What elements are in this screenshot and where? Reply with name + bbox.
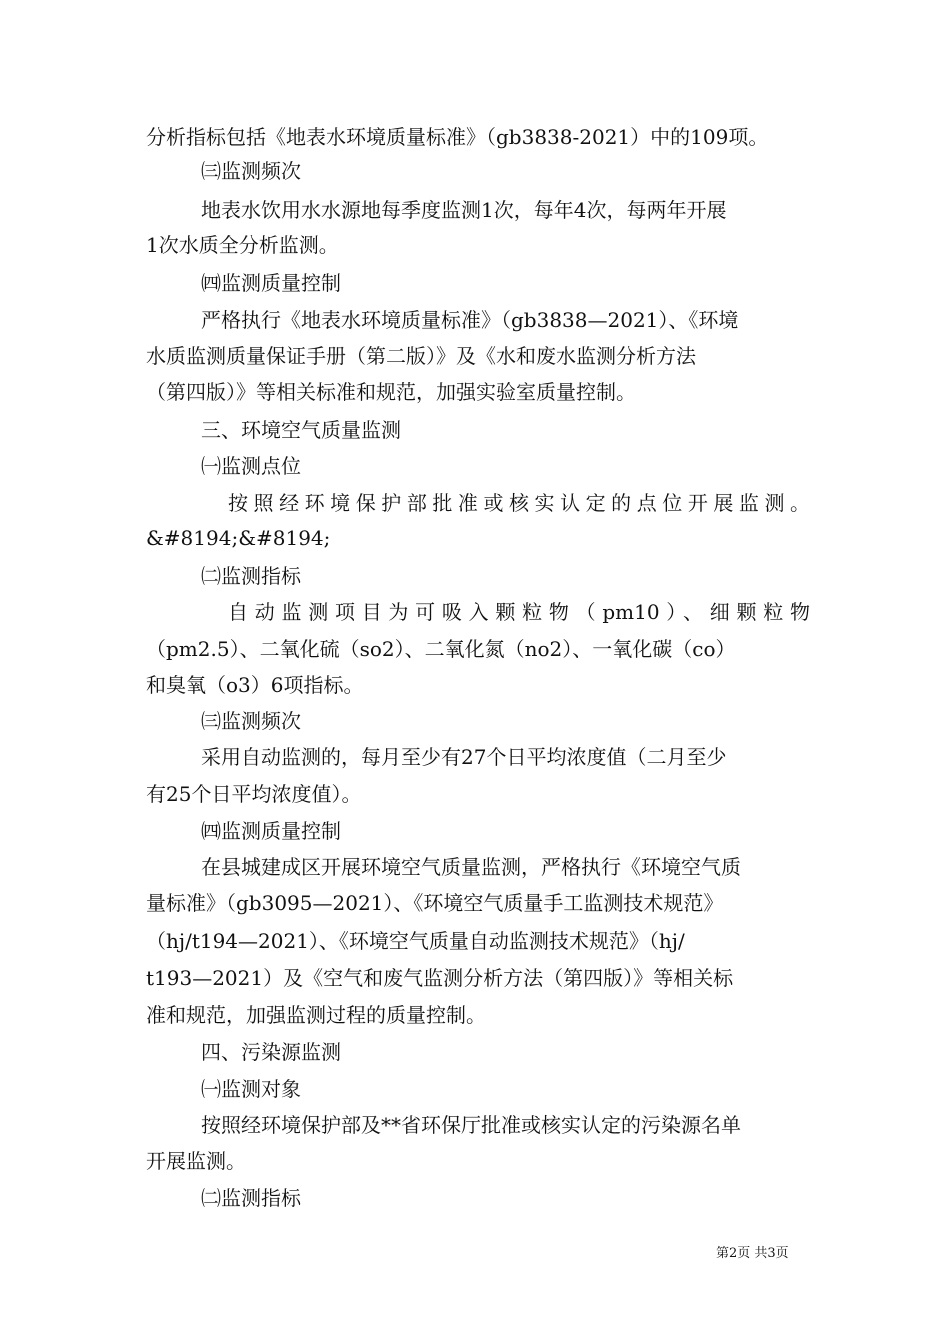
body-line: 分析指标包括《地表水环境质量标准》（gb3838-2021）中的109项。 xyxy=(146,125,769,149)
section-heading: 四、污染源监测 xyxy=(201,1040,341,1064)
body-line: 自动监测项目为可吸入颗粒物（pm10）、细颗粒物 xyxy=(228,600,810,624)
body-line: &#8194;&#8194; xyxy=(146,526,331,550)
body-line: 在县城建成区开展环境空气质量监测，严格执行《环境空气质 xyxy=(201,855,741,879)
body-line: 有25个日平均浓度值）。 xyxy=(146,782,362,806)
subsection-heading: ㈣监测质量控制 xyxy=(201,271,341,295)
body-line: （hj/t194—2021）、《环境空气质量自动监测技术规范》（hj/ xyxy=(146,929,685,953)
subsection-heading: ㈠监测对象 xyxy=(201,1077,301,1101)
body-line: 水质监测质量保证手册（第二版）》及《水和废水监测分析方法 xyxy=(146,344,696,368)
body-line: 1次水质全分析监测。 xyxy=(146,233,339,257)
body-line: （第四版）》等相关标准和规范，加强实验室质量控制。 xyxy=(146,380,636,404)
subsection-heading: ㈡监测指标 xyxy=(201,564,301,588)
section-heading: 三、环境空气质量监测 xyxy=(201,418,401,442)
body-line: 按照经环境保护部及**省环保厅批准或核实认定的污染源名单 xyxy=(201,1113,741,1137)
body-line: 准和规范，加强监测过程的质量控制。 xyxy=(146,1003,486,1027)
body-line: 和臭氧（o3）6项指标。 xyxy=(146,673,364,697)
body-line: 严格执行《地表水环境质量标准》（gb3838—2021）、《环境 xyxy=(201,308,739,332)
body-line: （pm2.5）、二氧化硫（so2）、二氧化氮（no2）、一氧化碳（co） xyxy=(146,637,736,661)
subsection-heading: ㈠监测点位 xyxy=(201,454,301,478)
subsection-heading: ㈢监测频次 xyxy=(201,709,301,733)
subsection-heading: ㈢监测频次 xyxy=(201,159,301,183)
body-line: 开展监测。 xyxy=(146,1149,246,1173)
subsection-heading: ㈣监测质量控制 xyxy=(201,819,341,843)
body-line: 量标准》（gb3095—2021）、《环境空气质量手工监测技术规范》 xyxy=(146,891,724,915)
subsection-heading: ㈡监测指标 xyxy=(201,1186,301,1210)
body-line: t193—2021）及《空气和废气监测分析方法（第四版）》等相关标 xyxy=(146,966,734,990)
body-line: 采用自动监测的，每月至少有27个日平均浓度值（二月至少 xyxy=(201,745,727,769)
page-number: 第2页 共3页 xyxy=(716,1246,789,1261)
body-line: 按照经环境保护部批准或核实认定的点位开展监测。 xyxy=(228,491,810,515)
body-line: 地表水饮用水水源地每季度监测1次，每年4次，每两年开展 xyxy=(201,198,727,222)
